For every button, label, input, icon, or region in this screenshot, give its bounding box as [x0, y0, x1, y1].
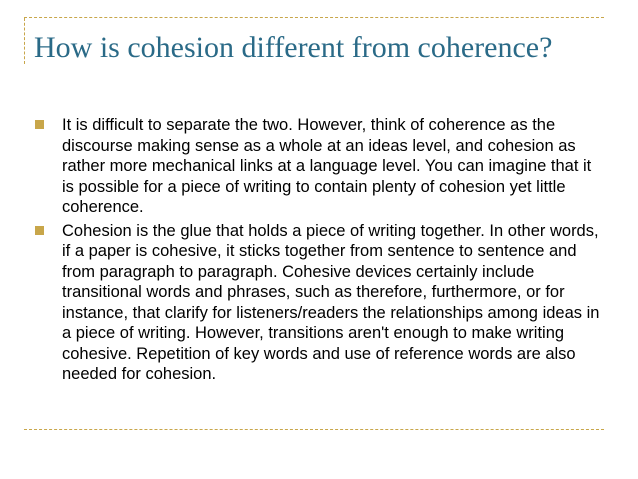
top-divider — [24, 17, 604, 18]
bullet-text: Cohesion is the glue that holds a piece of writing together. In other words, if a paper is cohesive, it sticks together from sentence to sentence and from paragraph to paragraph. Cohesive devices certainly include transitional words and phrases, such as therefore, furthermore, or for instance, that clarify for listeners/readers the relationships among ideas in a piece of writing. However, transitions aren't enough to make writing cohesive. Repetition of key words and use of reference words are also needed for cohesion. — [62, 221, 600, 383]
square-bullet-icon — [35, 120, 44, 129]
title-accent-bar — [24, 18, 25, 64]
bullet-text: It is difficult to separate the two. However, think of coherence as the discourse making sense as a whole at an ideas level, and cohesion as rather more mechanical links at a language level. You can imagine that it is possible for a piece of writing to contain plenty of cohesion yet little coherence. — [62, 116, 592, 216]
square-bullet-icon — [35, 226, 44, 235]
bullet-item — [34, 221, 604, 385]
bullet-list — [34, 115, 604, 388]
slide-title: How is cohesion different from coherence? — [34, 31, 553, 64]
bullet-item — [34, 115, 604, 218]
bottom-divider — [24, 429, 604, 430]
